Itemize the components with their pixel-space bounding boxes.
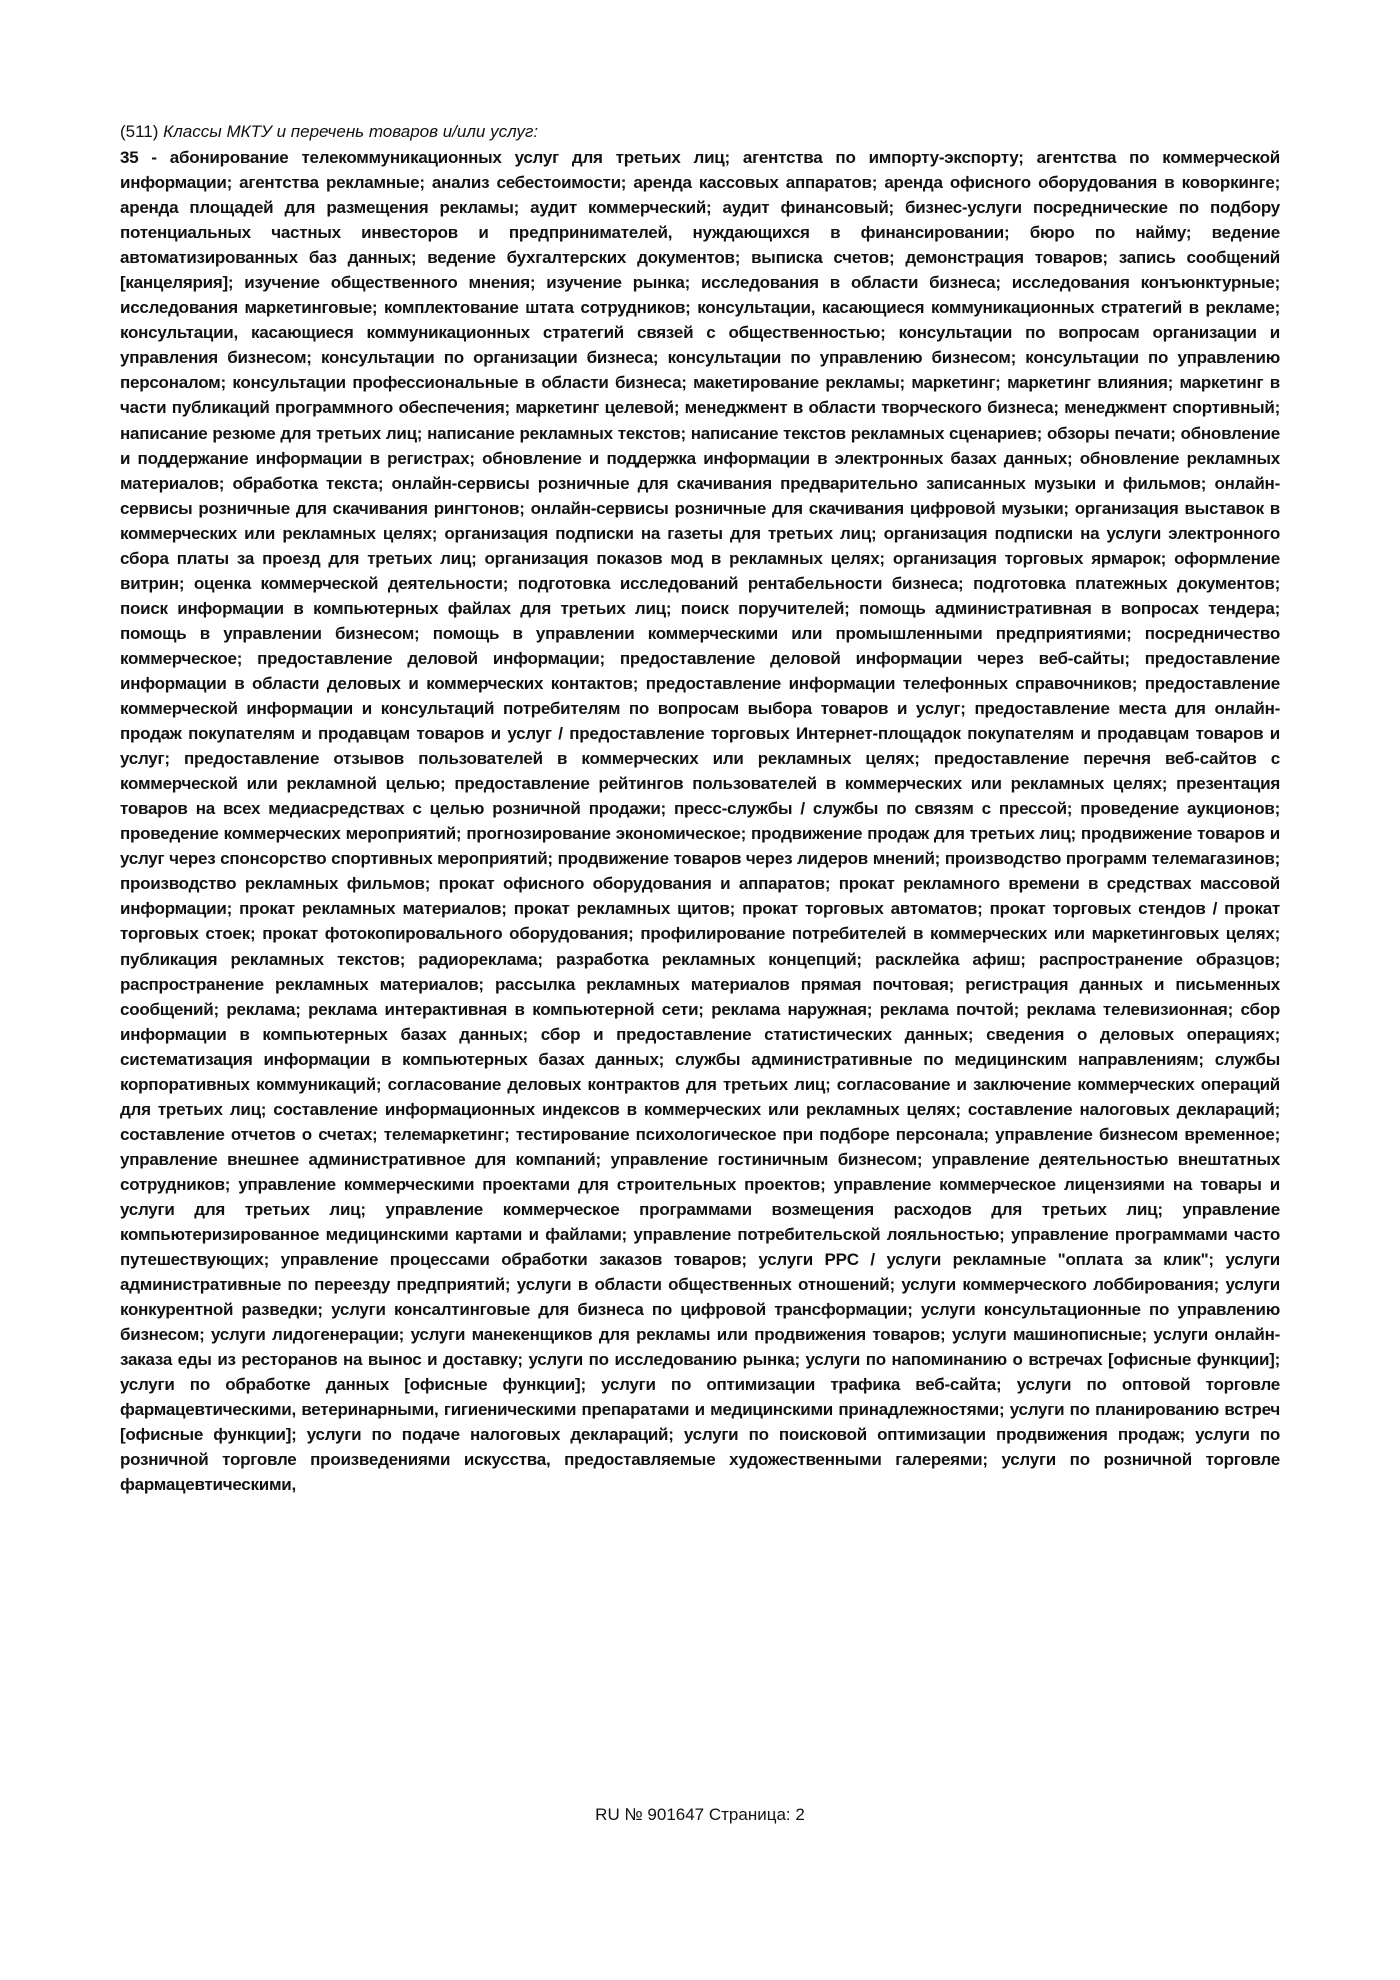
field-label: Классы МКТУ и перечень товаров и/или услуг:: [163, 122, 539, 141]
field-511-header: [120, 120, 1280, 144]
page-footer: RU № 901647 Страница: 2: [595, 1805, 805, 1824]
document-content: [120, 120, 1280, 1498]
goods-services-list: 35 - абонирование телекоммуникационных услуг для третьих лиц; агентства по импорту-экспорту; агентства по коммерческой информации; агентства рекламные; анализ себестоимости; аренда кассовых аппаратов; аренда офисного оборудования в коворкинге; аренда площадей для размещения рекламы; аудит коммерческий; аудит финансовый; бизнес-услуги посреднические по подбору потенциальных частных инвесторов и предпринимателей, нуждающихся в финансировании; бюро по найму; ведение автоматизированных баз данных; ведение бухгалтерских документов; выписка счетов; демонстрация товаров; запись сообщений [канцелярия]; изучение общественного мнения; изучение рынка; исследования в области бизнеса; исследования конъюнктурные; исследования маркетинговые; комплектование штата сотрудников; консультации, касающиеся коммуникационных стратегий в рекламе; консультации, касающиеся коммуникационных стратегий связей с общественностью; консультации по вопросам организации и управления бизнесом; консультации по организации бизнеса; консультации по управлению бизнесом; консультации по управлению персоналом; консультации профессиональные в области бизнеса; макетирование рекламы; маркетинг; маркетинг влияния; маркетинг в части публикаций программного обеспечения; маркетинг целевой; менеджмент в области творческого бизнеса; менеджмент спортивный; написание резюме для третьих лиц; написание рекламных текстов; написание текстов рекламных сценариев; обзоры печати; обновление и поддержание информации в регистрах; обновление и поддержка информации в электронных базах данных; обновление рекламных материалов; обработка текста; онлайн-сервисы розничные для скачивания предварительно записанных музыки и фильмов; онлайн-сервисы розничные для скачивания рингтонов; онлайн-сервисы розничные для скачивания цифровой музыки; организация выставок в коммерческих или рекламных целях; организация подписки на газеты для третьих лиц; организация подписки на услуги электронного сбора платы за проезд для третьих лиц; организация показов мод в рекламных целях; организация торговых ярмарок; оформление витрин; оценка коммерческой деятельности; подготовка исследований рентабельности бизнеса; подготовка платежных документов; поиск информации в компьютерных файлах для третьих лиц; поиск поручителей; помощь административная в вопросах тендера; помощь в управлении бизнесом; помощь в управлении коммерческими или промышленными предприятиями; посредничество коммерческое; предоставление деловой информации; предоставление деловой информации через веб-сайты; предоставление информации в области деловых и коммерческих контактов; предоставление информации телефонных справочников; предоставление коммерческой информации и консультаций потребителям по вопросам выбора товаров и услуг; предоставление места для онлайн-продаж покупателям и продавцам товаров и услуг / предоставление торговых Интернет-площадок покупателям и продавцам товаров и услуг; предоставление отзывов пользователей в коммерческих или рекламных целях; предоставление перечня веб-сайтов с коммерческой или рекламной целью; предоставление рейтингов пользователей в коммерческих или рекламных целях; презентация товаров на всех медиасредствах с целью розничной продажи; пресс-службы / службы по связям с прессой; проведение аукционов; проведение коммерческих мероприятий; прогнозирование экономическое; продвижение продаж для третьих лиц; продвижение товаров и услуг через спонсорство спортивных мероприятий; продвижение товаров через лидеров мнений; производство программ телемагазинов; производство рекламных фильмов; прокат офисного оборудования и аппаратов; прокат рекламного времени в средствах массовой информации; прокат рекламных материалов; прокат рекламных щитов; прокат торговых автоматов; прокат торговых стендов / прокат торговых стоек; прокат фотокопировального оборудования; профилирование потребителей в коммерческих или маркетинговых целях; публикация рекламных текстов; радиореклама; разработка рекламных концепций; расклейка афиш; распространение образцов; распространение рекламных материалов; рассылка рекламных материалов прямая почтовая; регистрация данных и письменных сообщений; реклама; реклама интерактивная в компьютерной сети; реклама наружная; реклама почтой; реклама телевизионная; сбор информации в компьютерных базах данных; сбор и предоставление статистических данных; сведения о деловых операциях; систематизация информации в компьютерных базах данных; службы административные по медицинским направлениям; службы корпоративных коммуникаций; согласование деловых контрактов для третьих лиц; согласование и заключение коммерческих операций для третьих лиц; составление информационных индексов в коммерческих или рекламных целях; составление налоговых деклараций; составление отчетов о счетах; телемаркетинг; тестирование психологическое при подборе персонала; управление бизнесом временное; управление внешнее административное для компаний; управление гостиничным бизнесом; управление деятельностью внештатных сотрудников; управление коммерческими проектами для строительных проектов; управление коммерческое лицензиями на товары и услуги для третьих лиц; управление коммерческое программами возмещения расходов для третьих лиц; управление компьютеризированное медицинскими картами и файлами; управление потребительской лояльностью; управление программами часто путешествующих; управление процессами обработки заказов товаров; услуги PPC / услуги рекламные "оплата за клик"; услуги административные по переезду предприятий; услуги в области общественных отношений; услуги коммерческого лоббирования; услуги конкурентной разведки; услуги консалтинговые для бизнеса по цифровой трансформации; услуги консультационные по управлению бизнесом; услуги лидогенерации; услуги манекенщиков для рекламы или продвижения товаров; услуги машинописные; услуги онлайн-заказа еды из ресторанов на вынос и доставку; услуги по исследованию рынка; услуги по напоминанию о встречах [офисные функции]; услуги по обработке данных [офисные функции]; услуги по оптимизации трафика веб-сайта; услуги по оптовой торговле фармацевтическими, ветеринарными, гигиеническими препаратами и медицинскими принадлежностями; услуги по планированию встреч [офисные функции]; услуги по подаче налоговых деклараций; услуги по поисковой оптимизации продвижения продаж; услуги по розничной торговле произведениями искусства, предоставляемые художественными галереями; услуги по розничной торговле фармацевтическими,: [120, 148, 1280, 1495]
field-code: (511): [120, 122, 159, 141]
